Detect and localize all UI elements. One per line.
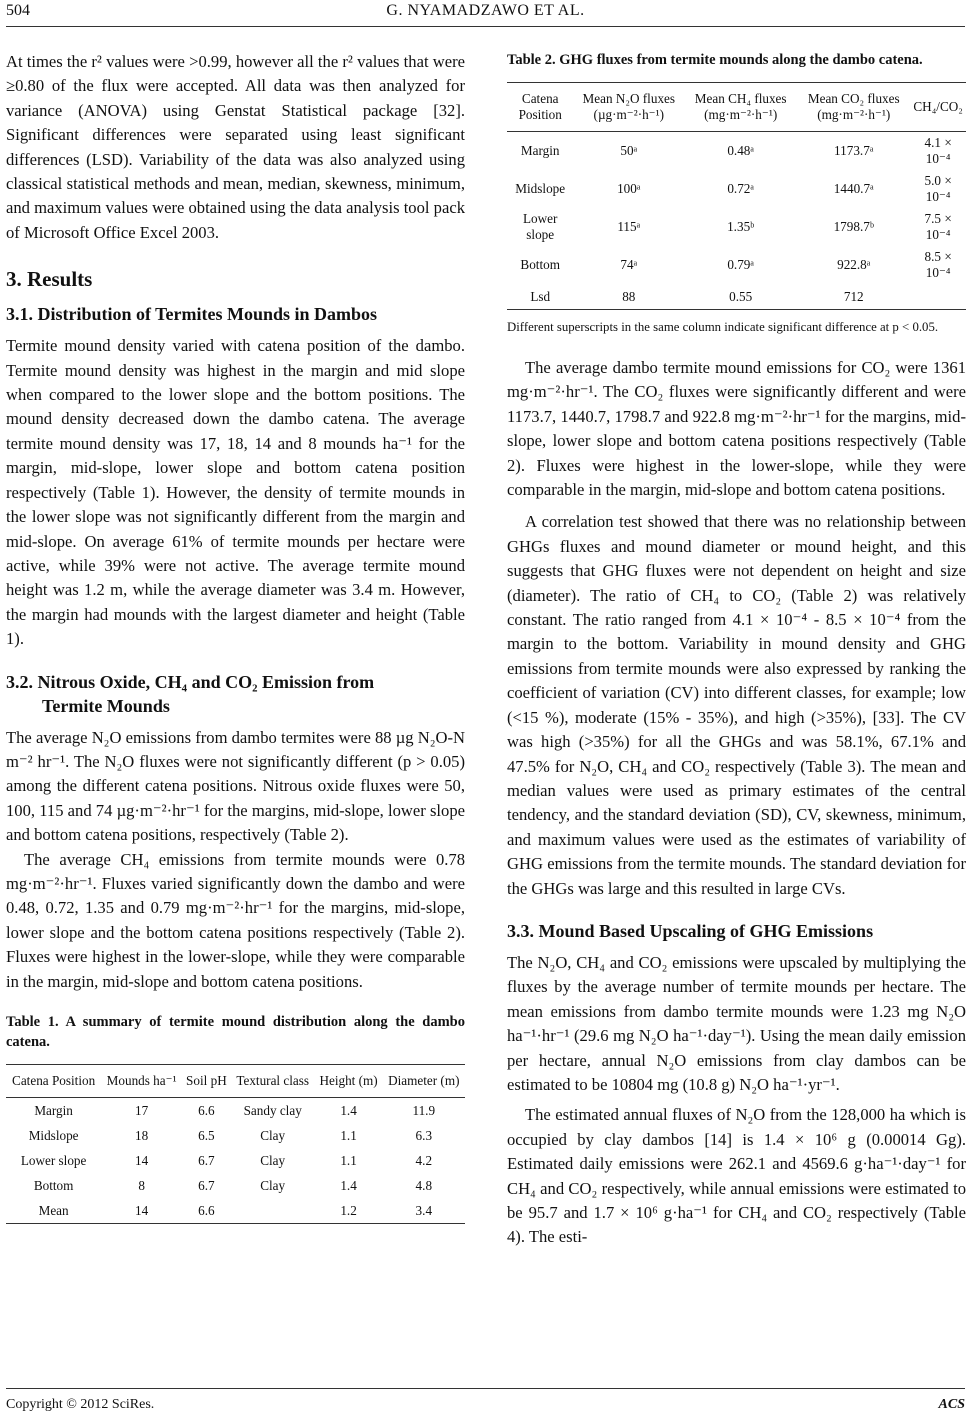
section-3-1-paragraph: Termite mound density varied with catena position of the dambo. Termite mound density was highest in the margin and mid slope when compared to the lower slope and the bottom positions. The mound density decreased down the dambo catena. The average termite mound density was 17, 18, 14 and 8 mounds ha⁻¹ for the margin, mid-slope, lower slope and bottom catena position respectively (Table 1). However, the density of termite mounds in the lower slope was not significantly different from the margin and mid-slope. On average 61% of termite mounds per hectare were active, while 39% were not active. The average termite mound height was 1.2 m, while the average diameter was 3.4 m. However, the margin had mounds with the largest diameter and height (Table 1). <box>6 336 465 649</box>
co2-paragraph: The average dambo termite mound emissions for CO₂ were 1361 mg·m⁻²·hr⁻¹. The CO₂ fluxes were significantly different and were 1173.7, 1440.7, 1798.7 and 922.8 mg·m⁻²·hr⁻¹ for the margins, mid-slope, lower slope and bottom catena positions respectively (Table 2). Fluxes were highest in the lower-slope, while they were comparable in the margin, mid-slope and bottom catena positions. <box>507 358 966 500</box>
page-number: 504 <box>6 2 30 19</box>
table-cell: 0.48ᵃ <box>727 143 754 158</box>
table-cell: Clay <box>260 1177 286 1193</box>
table-header-cell: Mean CO₂ fluxes (mg·m⁻²·h⁻¹) <box>797 83 910 132</box>
table-cell: 1798.7ᵇ <box>833 219 874 234</box>
table-cell: Bottom <box>520 257 560 272</box>
table-cell: Midslope <box>28 1127 79 1143</box>
table-header-cell: Mean CH₄ fluxes (mg·m⁻²·h⁻¹) <box>684 83 797 132</box>
right-column <box>507 50 966 1250</box>
table-2-grid <box>507 82 966 310</box>
table-cell: 88 <box>573 284 684 310</box>
running-title: G. NYAMADZAWO ET AL. <box>386 2 585 19</box>
table-cell: 3.4 <box>383 1198 465 1224</box>
table-cell: 50ᵃ <box>620 143 638 158</box>
table-cell: 6.3 <box>415 1127 433 1143</box>
section-3-2-heading-line2: Termite Mounds <box>42 695 170 716</box>
table-cell: 1.4 <box>340 1177 357 1193</box>
table-cell: 8 <box>138 1177 145 1193</box>
table-cell: Clay <box>260 1152 286 1168</box>
table-cell: 4.1 × 10⁻⁴ <box>924 135 952 166</box>
table-row <box>6 1098 465 1124</box>
table-cell: 6.7 <box>198 1177 215 1193</box>
table-cell: Lower slope <box>20 1152 87 1168</box>
table-header-cell: Textural class <box>231 1065 315 1098</box>
table-cell: Lower slope <box>523 211 558 242</box>
table-cell: 922.8ᵃ <box>837 257 871 272</box>
table-cell: 5.0 × 10⁻⁴ <box>924 173 952 204</box>
table-cell: 1.1 <box>340 1127 357 1143</box>
table-row <box>507 284 966 310</box>
table-cell <box>231 1198 315 1224</box>
intro-paragraph: At times the r² values were >0.99, however all the r² values that were ≥0.80 of the flux were accepted. All data was then analyzed for variance (ANOVA) using Genstat Statistical package [32]. Significant differences were separated using least significant differences (LSD). Variability of the data was also analyzed using classical statistical methods and mean, median, skewness, minimum, and maximum values were obtained using the data analysis tool pack of Microsoft Office Excel 2003. <box>6 52 465 242</box>
table-header-cell: Mean N₂O fluxes (µg·m⁻²·h⁻¹) <box>573 83 684 132</box>
table-row <box>6 1173 465 1198</box>
table-cell: 6.5 <box>198 1127 215 1143</box>
table-header-cell: Height (m) <box>315 1065 383 1098</box>
table-cell: 1.1 <box>340 1152 357 1168</box>
table-cell: 0.79ᵃ <box>727 257 754 272</box>
table-row <box>6 1148 465 1173</box>
table-cell: 7.5 × 10⁻⁴ <box>924 211 952 242</box>
annual-flux-paragraph: The estimated annual fluxes of N₂O from the 128,000 ha which is occupied by clay dambos [14] is 1.4 × 10⁶ g (0.00014 Gg). Estimated daily emissions were 262.1 and 4569.6 g·ha⁻¹·day⁻¹ for CH₄ and CO₂ respectively, while annual emissions were estimated to be 95.7 and 1.7 × 10⁶ g·ha⁻¹ for CH₄ and CO₂ respectively (Table 4). The esti- <box>507 1105 966 1247</box>
table-cell: 11.9 <box>412 1102 436 1118</box>
table-header-cell: Catena Position <box>507 83 573 132</box>
table-cell: 4.2 <box>415 1152 433 1168</box>
footer-rule <box>6 1388 965 1389</box>
table-header-cell: Mounds ha⁻¹ <box>101 1065 182 1098</box>
table-cell: 1.2 <box>315 1198 383 1224</box>
table-cell: 14 <box>135 1152 149 1168</box>
page-footer <box>6 1388 965 1414</box>
table-cell: Sandy clay <box>243 1102 302 1118</box>
section-results-heading: 3. Results <box>6 267 93 292</box>
table-cell <box>910 284 966 310</box>
table-header-cell: Diameter (m) <box>383 1065 465 1098</box>
section-3-1-heading: 3.1. Distribution of Termites Mounds in Dambos <box>6 304 378 325</box>
table-1 <box>6 1012 465 1224</box>
table-cell: 6.6 <box>182 1198 231 1224</box>
journal-abbrev: ACS <box>938 1397 965 1412</box>
table-1-caption: Table 1. A summary of termite mound distribution along the dambo catena. <box>6 1014 465 1050</box>
table-row <box>6 1123 465 1148</box>
correlation-paragraph: A correlation test showed that there was no relationship between GHGs fluxes and mound diameter or mound height, and this suggests that GHG fluxes were not dependent on height and size (diameter). The ratio of CH₄ to CO₂ (Table 2) was relatively constant. The ratio ranged from 4.1 × 10⁻⁴ - 8.5 × 10⁻⁴ from the margin to the bottom. Variability in mound density and GHG emissions from termite mounds were also expressed by ranking the coefficient of variation (CV) into different classes, for example; low (<15 %), moderate (15% - 35%), and high (>35%), [33]. The CV was high (>35%) for all the GHGs and was 58.1%, 67.1% and 47.5% for N₂O, CH₄ and CO₂ respectively (Table 3). The mean and median values were used as primary estimates of the central tendency, and the standard deviation (SD), CV, skewness, minimum, and maximum values were used as the estimates of variability of GHG emissions from the termite mounds. The standard deviation for the GHGs was large and this resulted in large CVs. <box>507 512 966 898</box>
table-cell: Midslope <box>515 181 566 196</box>
table-row <box>507 170 966 208</box>
section-3-2-heading <box>6 670 465 718</box>
table-cell: 712 <box>797 284 910 310</box>
table-2-caption: Table 2. GHG fluxes from termite mounds along the dambo catena. <box>507 52 923 68</box>
table-cell: 8.5 × 10⁻⁴ <box>924 249 952 280</box>
page-header <box>0 0 971 30</box>
ch4-paragraph: The average CH₄ emissions from termite mounds were 0.78 mg·m⁻²·hr⁻¹. Fluxes varied significantly down the dambo and were 0.48, 0.72, 1.35 and 0.79 mg·m⁻²·hr⁻¹ for the margins, mid-slope, lower slope and the bottom catena positions respectively (Table 2). Fluxes were highest in the lower-slope, while they were comparable in the margin, mid-slope and bottom catena positions. <box>6 849 465 991</box>
table-header-cell: CH₄/CO₂ <box>910 83 966 132</box>
table-cell: 4.8 <box>415 1177 433 1193</box>
table-row <box>507 132 966 171</box>
table-cell: 1173.7ᵃ <box>834 143 874 158</box>
table-cell: 100ᵃ <box>617 181 641 196</box>
header-rule <box>6 26 965 27</box>
table-header-cell: Catena Position <box>6 1065 101 1098</box>
table-cell: 0.55 <box>684 284 797 310</box>
table-header-cell: Soil pH <box>182 1065 231 1098</box>
table-cell: 0.72ᵃ <box>727 181 754 196</box>
table-row <box>507 208 966 246</box>
table-cell: 17 <box>135 1102 149 1118</box>
copyright-text: Copyright © 2012 SciRes. <box>6 1397 155 1412</box>
table-2 <box>507 50 966 336</box>
section-3-3-heading: 3.3. Mound Based Upscaling of GHG Emissions <box>507 920 874 941</box>
table-cell: Mean <box>6 1198 101 1224</box>
table-cell: 1.35ᵇ <box>727 219 755 234</box>
section-3-2-heading-line1: 3.2. Nitrous Oxide, CH₄ and CO₂ Emission from <box>6 671 375 692</box>
table-cell: Margin <box>34 1102 73 1118</box>
table-cell: Clay <box>260 1127 286 1143</box>
table-cell: Lsd <box>507 284 573 310</box>
left-column <box>6 50 465 1224</box>
table-1-grid <box>6 1064 465 1224</box>
table-row <box>6 1198 465 1224</box>
table-cell: Margin <box>520 143 560 158</box>
table-cell: 74ᵃ <box>620 257 638 272</box>
table-row <box>507 246 966 284</box>
table-cell: 1440.7ᵃ <box>833 181 874 196</box>
table-cell: 14 <box>101 1198 182 1224</box>
table-cell: Bottom <box>33 1177 74 1193</box>
table-cell: 1.4 <box>340 1102 357 1118</box>
table-cell: 6.7 <box>198 1152 215 1168</box>
table-2-footnote: Different superscripts in the same column indicate significant difference at p < 0.05. <box>507 320 939 334</box>
n2o-paragraph: The average N₂O emissions from dambo termites were 88 µg N₂O-N m⁻² hr⁻¹. The N₂O fluxes were not significantly different (p > 0.05) among the different catena positions. Nitrous oxide fluxes were 50, 100, 115 and 74 µg·m⁻²·hr⁻¹ for the margins, mid-slope, lower slope and bottom catena positions, respectively (Table 2). <box>6 727 465 845</box>
table-cell: 6.6 <box>198 1102 215 1118</box>
table-cell: 18 <box>135 1127 149 1143</box>
table-cell: 115ᵃ <box>617 219 641 234</box>
upscaling-paragraph: The N₂O, CH₄ and CO₂ emissions were upscaled by multiplying the fluxes by the average number of termite mounds per hectare. The mean emissions from dambo termite mounds were 1.23 mg N₂O ha⁻¹·hr⁻¹ (29.6 mg N₂O ha⁻¹·day⁻¹). Using the mean daily emission per hectare, annual N₂O emissions from clay dambos can be estimated to be 10804 mg (10.8 g) N₂O ha⁻¹·yr⁻¹. <box>507 952 966 1094</box>
